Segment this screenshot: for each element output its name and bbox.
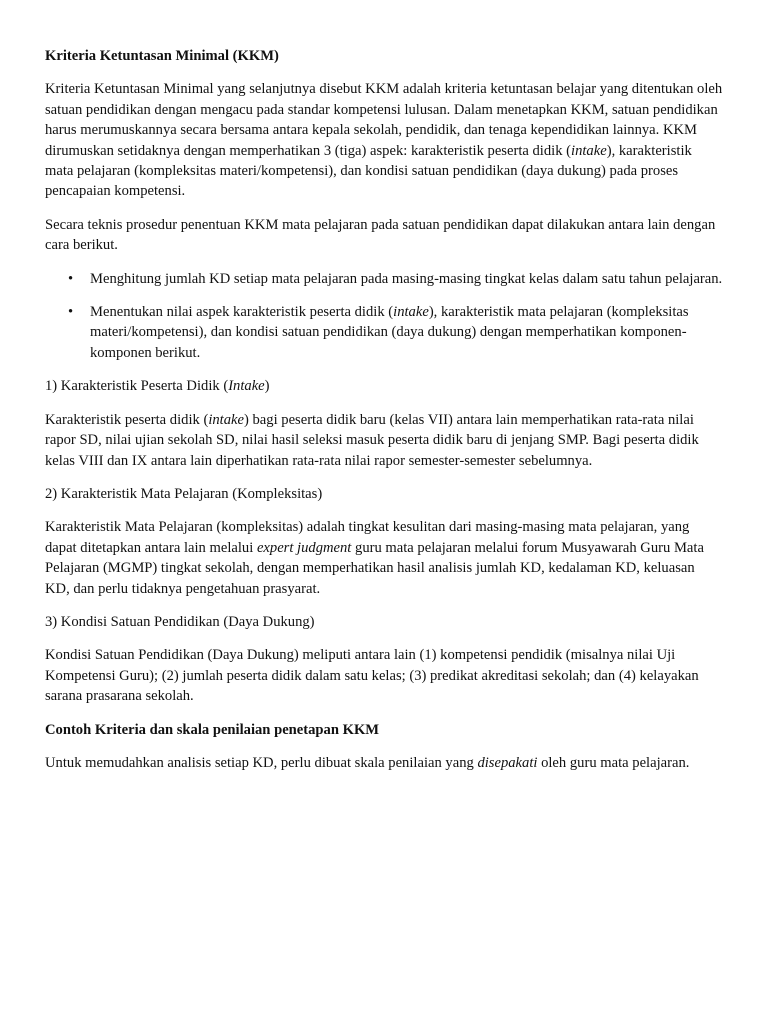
paragraph-peserta-didik (45, 410, 723, 471)
text-span: ), karakteristik mata pelajaran (kompleksitas materi/kompetensi), dan kondisi satuan pendidikan (daya dukung) dengan memperhatikan komponen-komponen berikut. (90, 304, 689, 361)
text-span: ) (264, 378, 270, 395)
paragraph-kkm-definition (45, 79, 723, 201)
paragraph-procedure: Secara teknis prosedur penentuan KKM mata pelajaran pada satuan pendidikan dapat dilakukan antara lain dengan cara berikut. (45, 216, 716, 254)
text-span: Kriteria Ketuntasan Minimal yang selanjutnya disebut KKM adalah kriteria ketuntasan belajar yang ditentukan oleh satuan pendidikan dengan mengacu pada standar kompetensi lulusan. Dalam menetapkan KKM, satuan pendidikan harus merumuskannya secara bersama antara kepala sekolah, pendidik, dan tenaga kependidikan lainnya. KKM dirumuskan setidaknya dengan memperhatikan 3 (tiga) aspek: karakteristik peserta didik ( (45, 81, 723, 159)
bullet-list (45, 269, 723, 364)
document-page (45, 46, 723, 786)
text-span: Menentukan nilai aspek karakteristik peserta didik ( (90, 304, 394, 321)
italic-expert-judgment: expert judgment (256, 539, 352, 556)
text-span: Karakteristik peserta didik ( (45, 411, 209, 428)
italic-intake: intake (571, 142, 607, 159)
text-span: Karakteristik Mata Pelajaran (kompleksitas) adalah tingkat kesulitan dari masing-masing mata pelajaran, yang dapat ditetapkan antara lain melalui (45, 519, 690, 556)
bullet-icon: • (68, 270, 74, 287)
subheading-peserta-didik (45, 376, 723, 396)
text-span: oleh guru mata pelajaran. (537, 754, 690, 771)
paragraph-mata-pelajaran (45, 517, 723, 599)
list-item (68, 302, 723, 363)
subheading-mata-pelajaran: 2) Karakteristik Mata Pelajaran (Kompleksitas) (45, 485, 323, 502)
italic-intake: intake (208, 411, 244, 428)
text-span: ), karakteristik mata pelajaran (kompleksitas materi/kompetensi), dan kondisi satuan pendidikan (daya dukung) pada proses pencapaian kompetensi. (45, 142, 692, 200)
text-span: ) bagi peserta didik baru (kelas VII) antara lain memperhatikan rata-rata nilai rapor SD, nilai ujian sekolah SD, nilai hasil seleksi masuk peserta didik baru di jenjang SMP. Bagi peserta didik kelas VIII dan IX antara lain diperhatikan rata-rata nilai rapor semester-semester sebelumnya. (45, 411, 699, 469)
list-item-text: Menghitung jumlah KD setiap mata pelajaran pada masing-masing tingkat kelas dalam satu tahun pelajaran. (90, 270, 723, 287)
list-item-text (90, 304, 689, 361)
paragraph-satuan-pendidikan: Kondisi Satuan Pendidikan (Daya Dukung) meliputi antara lain (1) kompetensi pendidik (misalnya nilai Uji Kompetensi Guru); (2) jumlah peserta didik dalam satu kelas; (3) predikat akreditasi sekolah; dan (4) kelayakan sarana prasarana sekolah. (45, 647, 699, 705)
text-span: guru mata pelajaran melalui forum Musyawarah Guru Mata Pelajaran (MGMP) tingkat sekolah, dengan memperhatikan hasil analisis jumlah KD, kedalaman KD, keluasan KD, dan perlu tidaknya pengetahuan prasyarat. (45, 539, 704, 597)
italic-disepakati: disepakati (477, 754, 538, 771)
italic-intake: intake (393, 304, 429, 321)
list-item (68, 269, 723, 289)
heading-kkm: Kriteria Ketuntasan Minimal (KKM) (45, 48, 279, 64)
paragraph-skala-penilaian (45, 753, 723, 773)
bullet-icon: • (68, 304, 74, 321)
subheading-satuan-pendidikan: 3) Kondisi Satuan Pendidikan (Daya Dukung) (45, 613, 315, 630)
italic-intake: Intake (228, 378, 265, 395)
text-span: 1) Karakteristik Peserta Didik ( (45, 378, 229, 395)
heading-contoh-kriteria: Contoh Kriteria dan skala penilaian penetapan KKM (45, 721, 380, 738)
text-span: Untuk memudahkan analisis setiap KD, perlu dibuat skala penilaian yang (45, 754, 478, 771)
